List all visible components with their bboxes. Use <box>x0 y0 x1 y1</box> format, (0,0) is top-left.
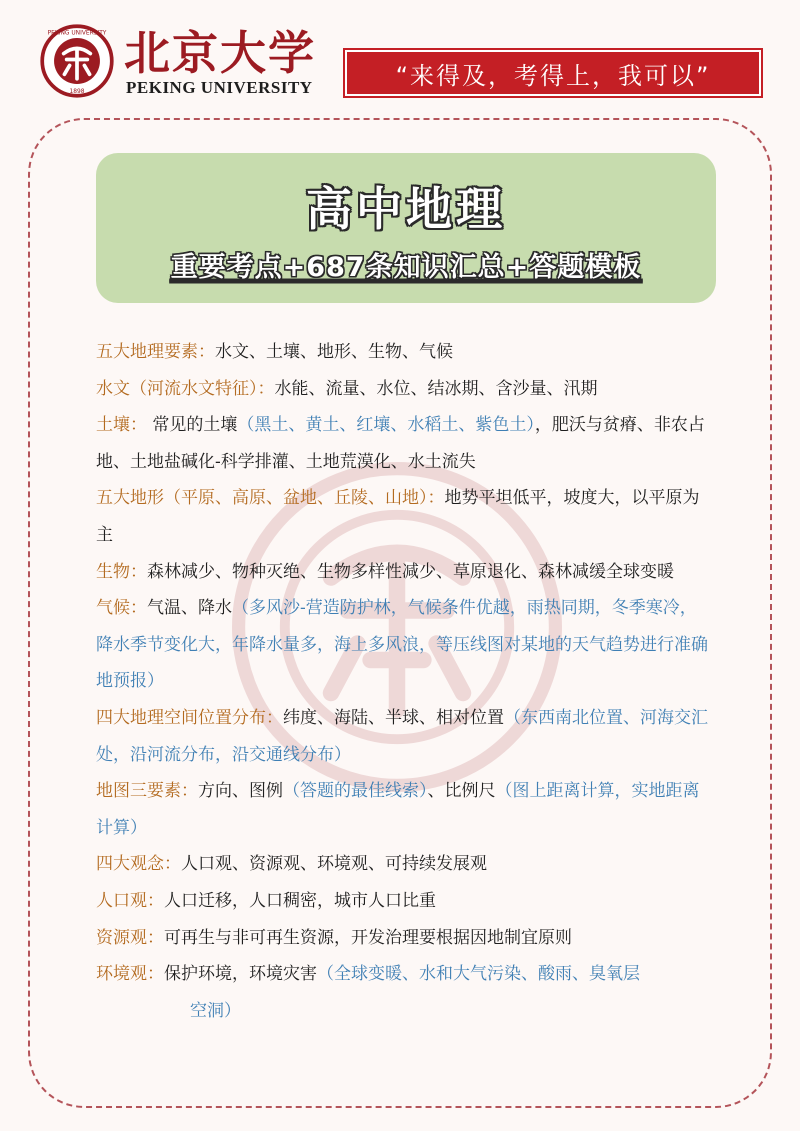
university-name-en: PEKING UNIVERSITY <box>126 78 313 97</box>
item-text: 人口迁移，人口稠密，城市人口比重 <box>164 890 436 911</box>
peking-university-seal-icon <box>40 24 114 98</box>
item-key: 气候： <box>96 598 147 619</box>
knowledge-item <box>96 480 708 553</box>
item-text: 地势平坦低平，坡度大，以平原为主 <box>96 488 700 545</box>
item-text: 人口观、资源观、环境观、可持续发展观 <box>181 854 487 875</box>
knowledge-list <box>96 334 708 1029</box>
item-note-continuation: 空洞） <box>190 1000 241 1021</box>
knowledge-item <box>96 846 708 883</box>
svg-text:PEKING UNIVERSITY: PEKING UNIVERSITY <box>47 30 107 37</box>
knowledge-item <box>96 334 708 371</box>
item-note: （全球变暖、水和大气污染、酸雨、臭氧层 <box>317 964 640 985</box>
item-text: 常见的土壤 <box>147 415 238 436</box>
item-key: 生物： <box>96 561 147 582</box>
item-key: 资源观： <box>96 927 164 948</box>
page-subtitle: 重要考点+687条知识汇总+答题模板 <box>170 252 642 283</box>
knowledge-item <box>96 956 708 993</box>
item-key: 五大地理要素： <box>96 342 215 362</box>
item-note: （东西南北位置、河海交汇处，沿河流分布，沿交通线分布） <box>96 707 708 765</box>
item-text: 水文、土壤、地形、生物、气候 <box>215 342 453 362</box>
item-note: （图上距离计算，实地距离计算） <box>96 781 700 838</box>
page-title: 高中地理 <box>306 182 506 236</box>
item-key: 四大观念： <box>96 854 181 875</box>
item-text: 、比例尺 <box>427 781 496 802</box>
item-key: 四大地理空间位置分布： <box>96 707 283 728</box>
header <box>40 24 760 104</box>
knowledge-item <box>96 371 708 408</box>
item-key: 地图三要素： <box>96 781 198 802</box>
item-key: 土壤： <box>96 415 147 436</box>
item-text: 可再生与非可再生资源，开发治理要根据因地制宜原则 <box>164 927 572 948</box>
item-key: 水文（河流水文特征）： <box>96 378 275 399</box>
item-key: 人口观： <box>96 890 164 911</box>
item-text: 保护环境，环境灾害 <box>164 964 317 985</box>
item-text: 方向、图例 <box>198 781 283 802</box>
knowledge-item <box>96 700 708 773</box>
item-note: （黑土、黄土、红壤、水稻土、紫色土） <box>237 415 535 436</box>
title-card <box>96 153 716 303</box>
item-text: 纬度、海陆、半球、相对位置 <box>283 707 504 728</box>
item-key: 五大地形（平原、高原、盆地、丘陵、山地）： <box>96 488 445 509</box>
knowledge-item <box>96 590 708 700</box>
knowledge-item <box>96 773 708 846</box>
item-text: 气温、降水 <box>147 598 232 619</box>
knowledge-item <box>96 883 708 920</box>
item-note: （答题的最佳线索） <box>283 781 428 802</box>
knowledge-item <box>96 554 708 591</box>
item-text: ，肥沃与贫瘠、非农占地、土地盐碱化-科学排灌、土地荒漠化、水土流失 <box>96 415 705 472</box>
item-key: 环境观： <box>96 964 164 985</box>
university-name-cn: 北京大学 <box>124 26 316 80</box>
knowledge-item <box>96 407 708 480</box>
item-text: 森林减少、物种灭绝、生物多样性减少、草原退化、森林减缓全球变暖 <box>147 561 674 582</box>
slogan-banner: “来得及，考得上，我可以” <box>345 50 761 96</box>
knowledge-item <box>96 920 708 957</box>
item-note: （多风沙-营造防护林，气候条件优越，雨热同期，冬季寒冷，降水季节变化大，年降水量多，海上多风浪，等压线图对某地的天气趋势进行准确地预报） <box>96 598 708 692</box>
item-text: 水能、流量、水位、结冰期、含沙量、汛期 <box>274 378 598 399</box>
svg-text:1898: 1898 <box>69 88 85 95</box>
